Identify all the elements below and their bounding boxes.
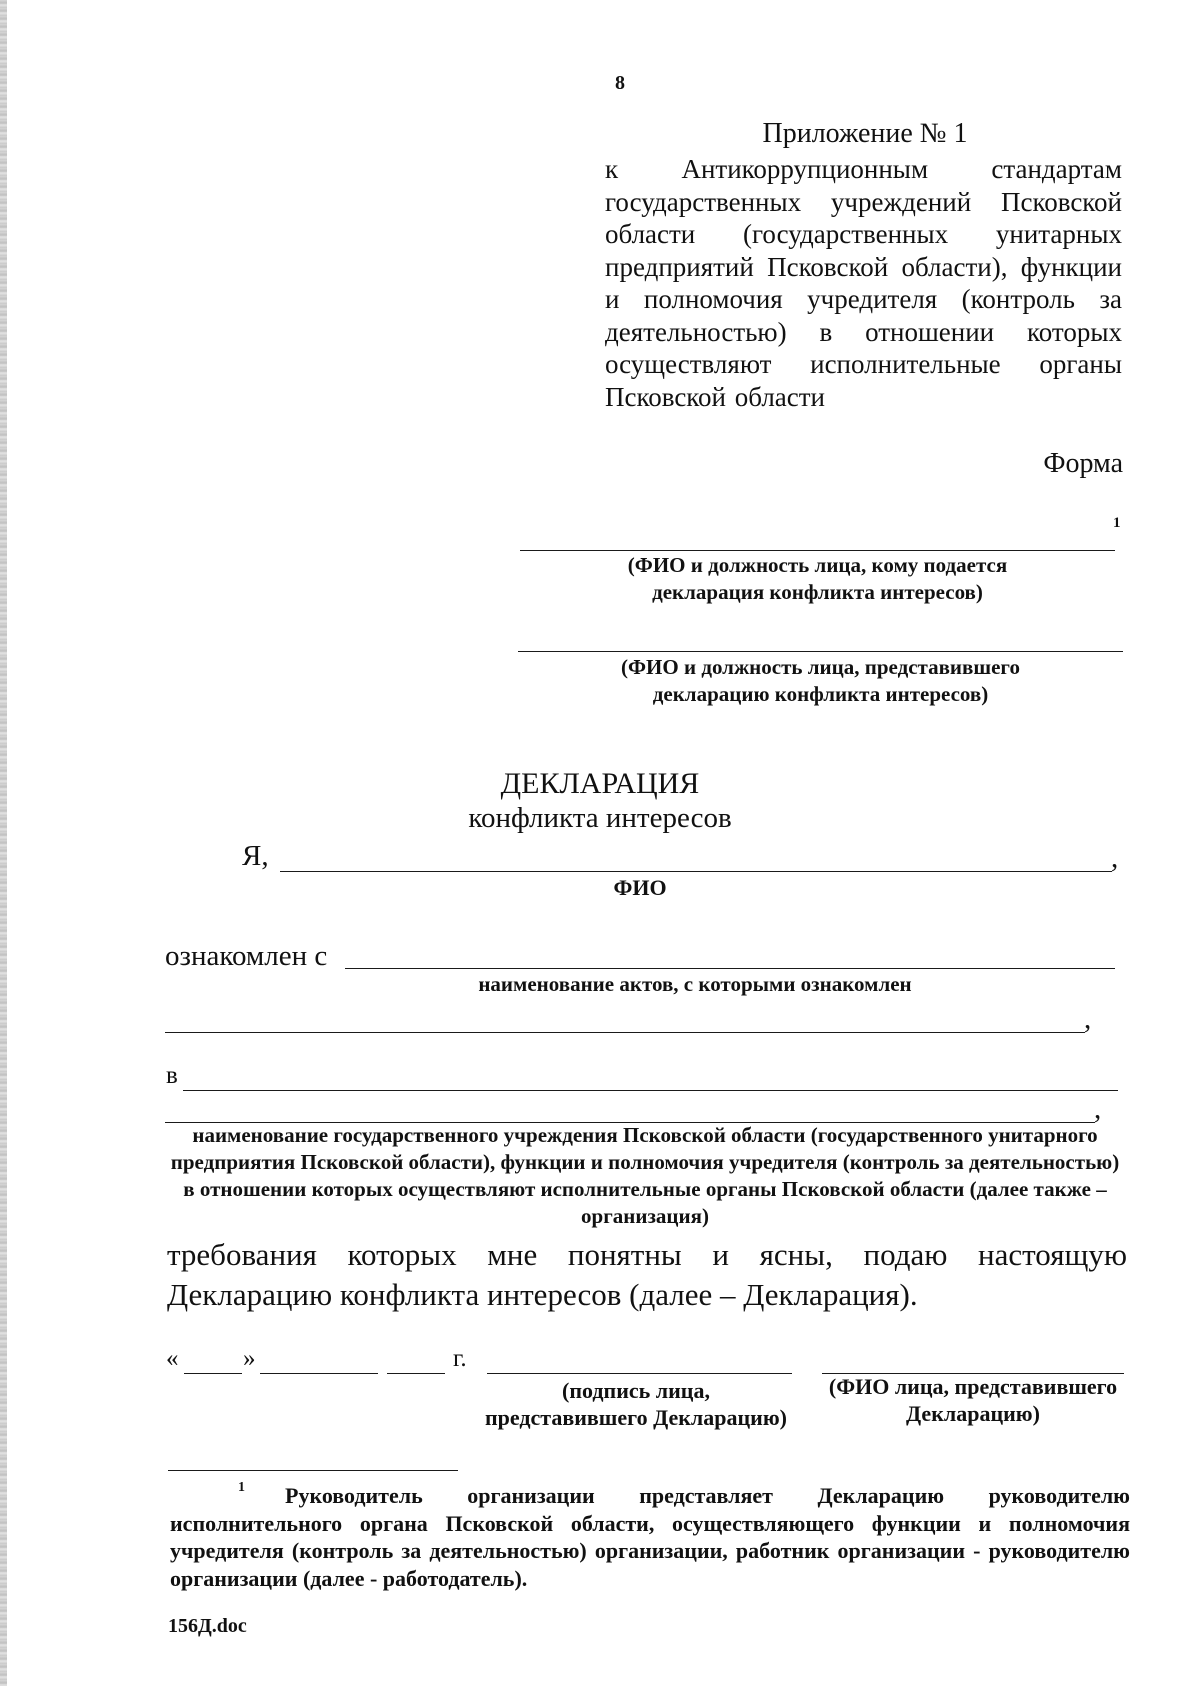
acts-line-2 bbox=[165, 1032, 1085, 1033]
appendix-title: Приложение № 1 bbox=[762, 118, 968, 149]
date-day-line bbox=[184, 1373, 242, 1374]
fio-line bbox=[280, 871, 1112, 872]
ya-label: Я, bbox=[242, 840, 269, 872]
org-caption: наименование государственного учреждения Псковской области (государственного унитарного предприятия Псковской области), функции и полномочия учредителя (контроль за деятельностью) в отношении которых осуществляют исполнительные органы Псковской области (далее также – организация) bbox=[170, 1123, 1120, 1228]
acquainted-label: ознакомлен с bbox=[165, 940, 328, 972]
footnote-separator bbox=[168, 1470, 458, 1471]
signature-caption-line1: (подпись лица, bbox=[562, 1378, 710, 1403]
declaration-subtitle: конфликта интересов bbox=[468, 802, 732, 834]
date-month-line bbox=[260, 1373, 378, 1374]
scan-edge bbox=[0, 0, 7, 1686]
acts-line bbox=[345, 968, 1115, 969]
org-line bbox=[183, 1090, 1118, 1091]
signature-caption-line2: представившего Декларацию) bbox=[485, 1405, 787, 1430]
date-open-quote: « bbox=[166, 1345, 179, 1372]
signature-caption bbox=[480, 1377, 792, 1431]
acts-caption: наименование актов, с которыми ознакомлен bbox=[478, 972, 912, 996]
org-line-comma: , bbox=[1094, 1093, 1102, 1125]
recipient-caption bbox=[520, 552, 1115, 606]
acts-line-comma: , bbox=[1084, 1003, 1092, 1035]
footnote-text: Руководитель организации представляет Декларацию руководителю исполнительного органа Псковской области, осуществляющего функции и полномочия учредителя (контроль за деятельностью) организации, работник организации - руководителю организации (далее - работодатель). bbox=[170, 1483, 1130, 1591]
recipient-line bbox=[520, 550, 1115, 551]
submitter-caption-line2: декларацию конфликта интересов) bbox=[652, 682, 989, 706]
page-number: 8 bbox=[615, 72, 625, 94]
submitter-line bbox=[518, 651, 1123, 652]
form-label: Форма bbox=[1043, 448, 1123, 479]
date-close-quote: » bbox=[243, 1345, 256, 1372]
fio-submitter-caption bbox=[818, 1373, 1128, 1427]
fio-caption: ФИО bbox=[613, 875, 667, 900]
appendix-text: к Антикоррупционным стандартам государственных учреждений Псковской области (государственных унитарных предприятий Псковской области), функции и полномочия учредителя (контроль за деятельностью) в отношении которых осуществляют исполнительные органы Псковской области bbox=[605, 154, 1122, 412]
date-year-suffix: г. bbox=[453, 1345, 467, 1372]
footnote-mark: 1 bbox=[238, 1480, 245, 1495]
signature-line bbox=[487, 1373, 792, 1374]
recipient-caption-line2: декларация конфликта интересов) bbox=[652, 580, 983, 604]
submitter-caption-line1: (ФИО и должность лица, представившего bbox=[621, 655, 1020, 679]
date-year-line bbox=[387, 1373, 445, 1374]
fio-submitter-caption-line2: Декларацию) bbox=[906, 1401, 1040, 1426]
doc-filename: 156Д.doc bbox=[168, 1615, 247, 1637]
claim-text: требования которых мне понятны и ясны, подаю настоящую Декларацию конфликта интересов (далее – Декларация). bbox=[167, 1237, 1127, 1312]
fio-line-comma: , bbox=[1111, 842, 1119, 874]
v-label: в bbox=[166, 1062, 178, 1089]
declaration-title: ДЕКЛАРАЦИЯ bbox=[500, 767, 700, 800]
footnote-ref: 1 bbox=[1113, 515, 1121, 531]
recipient-caption-line1: (ФИО и должность лица, кому подается bbox=[627, 553, 1008, 577]
submitter-caption bbox=[518, 654, 1123, 708]
fio-submitter-caption-line1: (ФИО лица, представившего bbox=[828, 1374, 1118, 1399]
